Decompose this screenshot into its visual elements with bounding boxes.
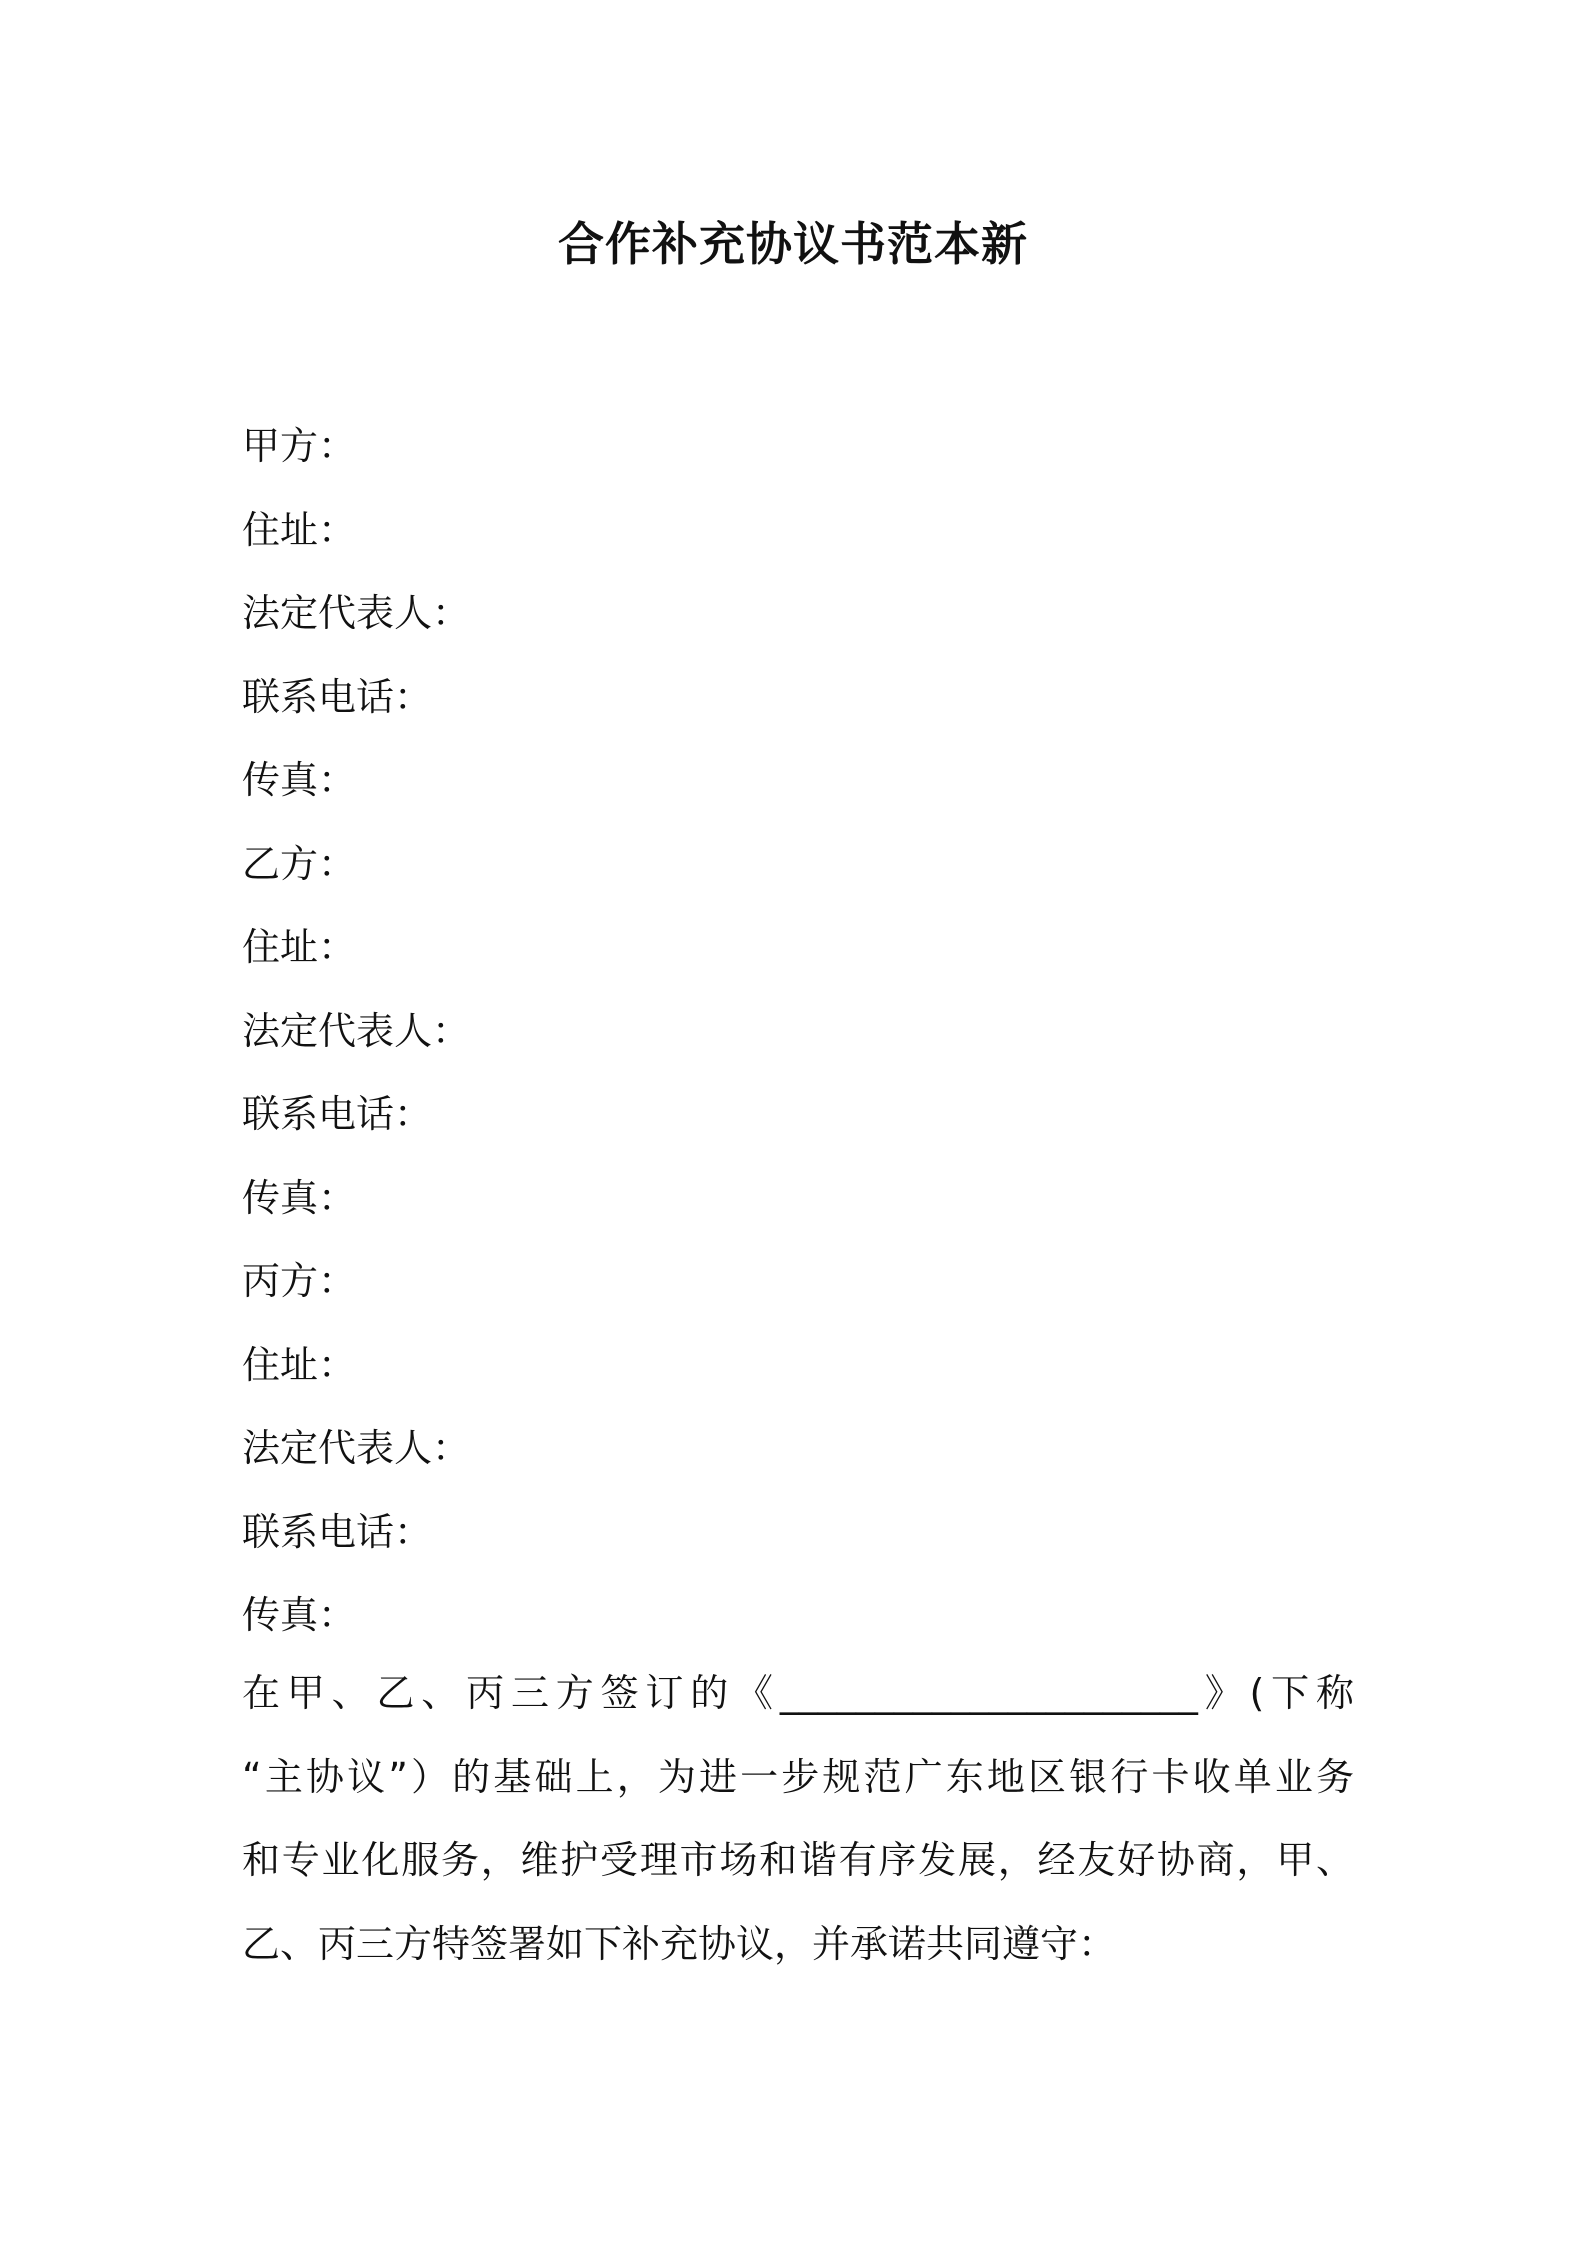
field-party-b-fax: 传真： [242,1175,357,1220]
field-party-a: 甲方： [242,424,357,468]
paragraph-line: 在甲、乙、丙三方签订的《______________________》(下称 [242,1671,1354,1715]
paragraph-line: 乙、丙三方特签署如下补充协议，并承诺共同遵守： [242,1921,1117,1966]
field-party-a-phone: 联系电话： [242,674,433,719]
field-party-b-legal-rep: 法定代表人： [242,1008,471,1053]
intro-paragraph [242,1652,1354,1986]
field-party-c-legal-rep: 法定代表人： [242,1426,471,1470]
document-title: 合作补充协议书范本新 [558,217,1028,271]
field-party-c-address: 住址： [242,1342,357,1387]
field-party-c: 丙方： [242,1259,357,1303]
field-party-a-legal-rep: 法定代表人： [242,591,471,635]
field-party-b: 乙方： [242,841,357,886]
field-party-c-phone: 联系电话： [242,1509,433,1554]
party-field-list [242,405,470,1658]
field-party-c-fax: 传真： [242,1593,357,1637]
field-party-b-phone: 联系电话： [242,1092,433,1136]
field-party-a-address: 住址： [242,507,357,552]
field-party-a-fax: 传真： [242,758,357,802]
field-party-b-address: 住址： [242,925,357,969]
paragraph-line: “主协议”）的基础上，为进一步规范广东地区银行卡收单业务 [242,1754,1354,1799]
paragraph-line: 和专业化服务，维护受理市场和谐有序发展，经友好协商，甲、 [242,1838,1354,1882]
